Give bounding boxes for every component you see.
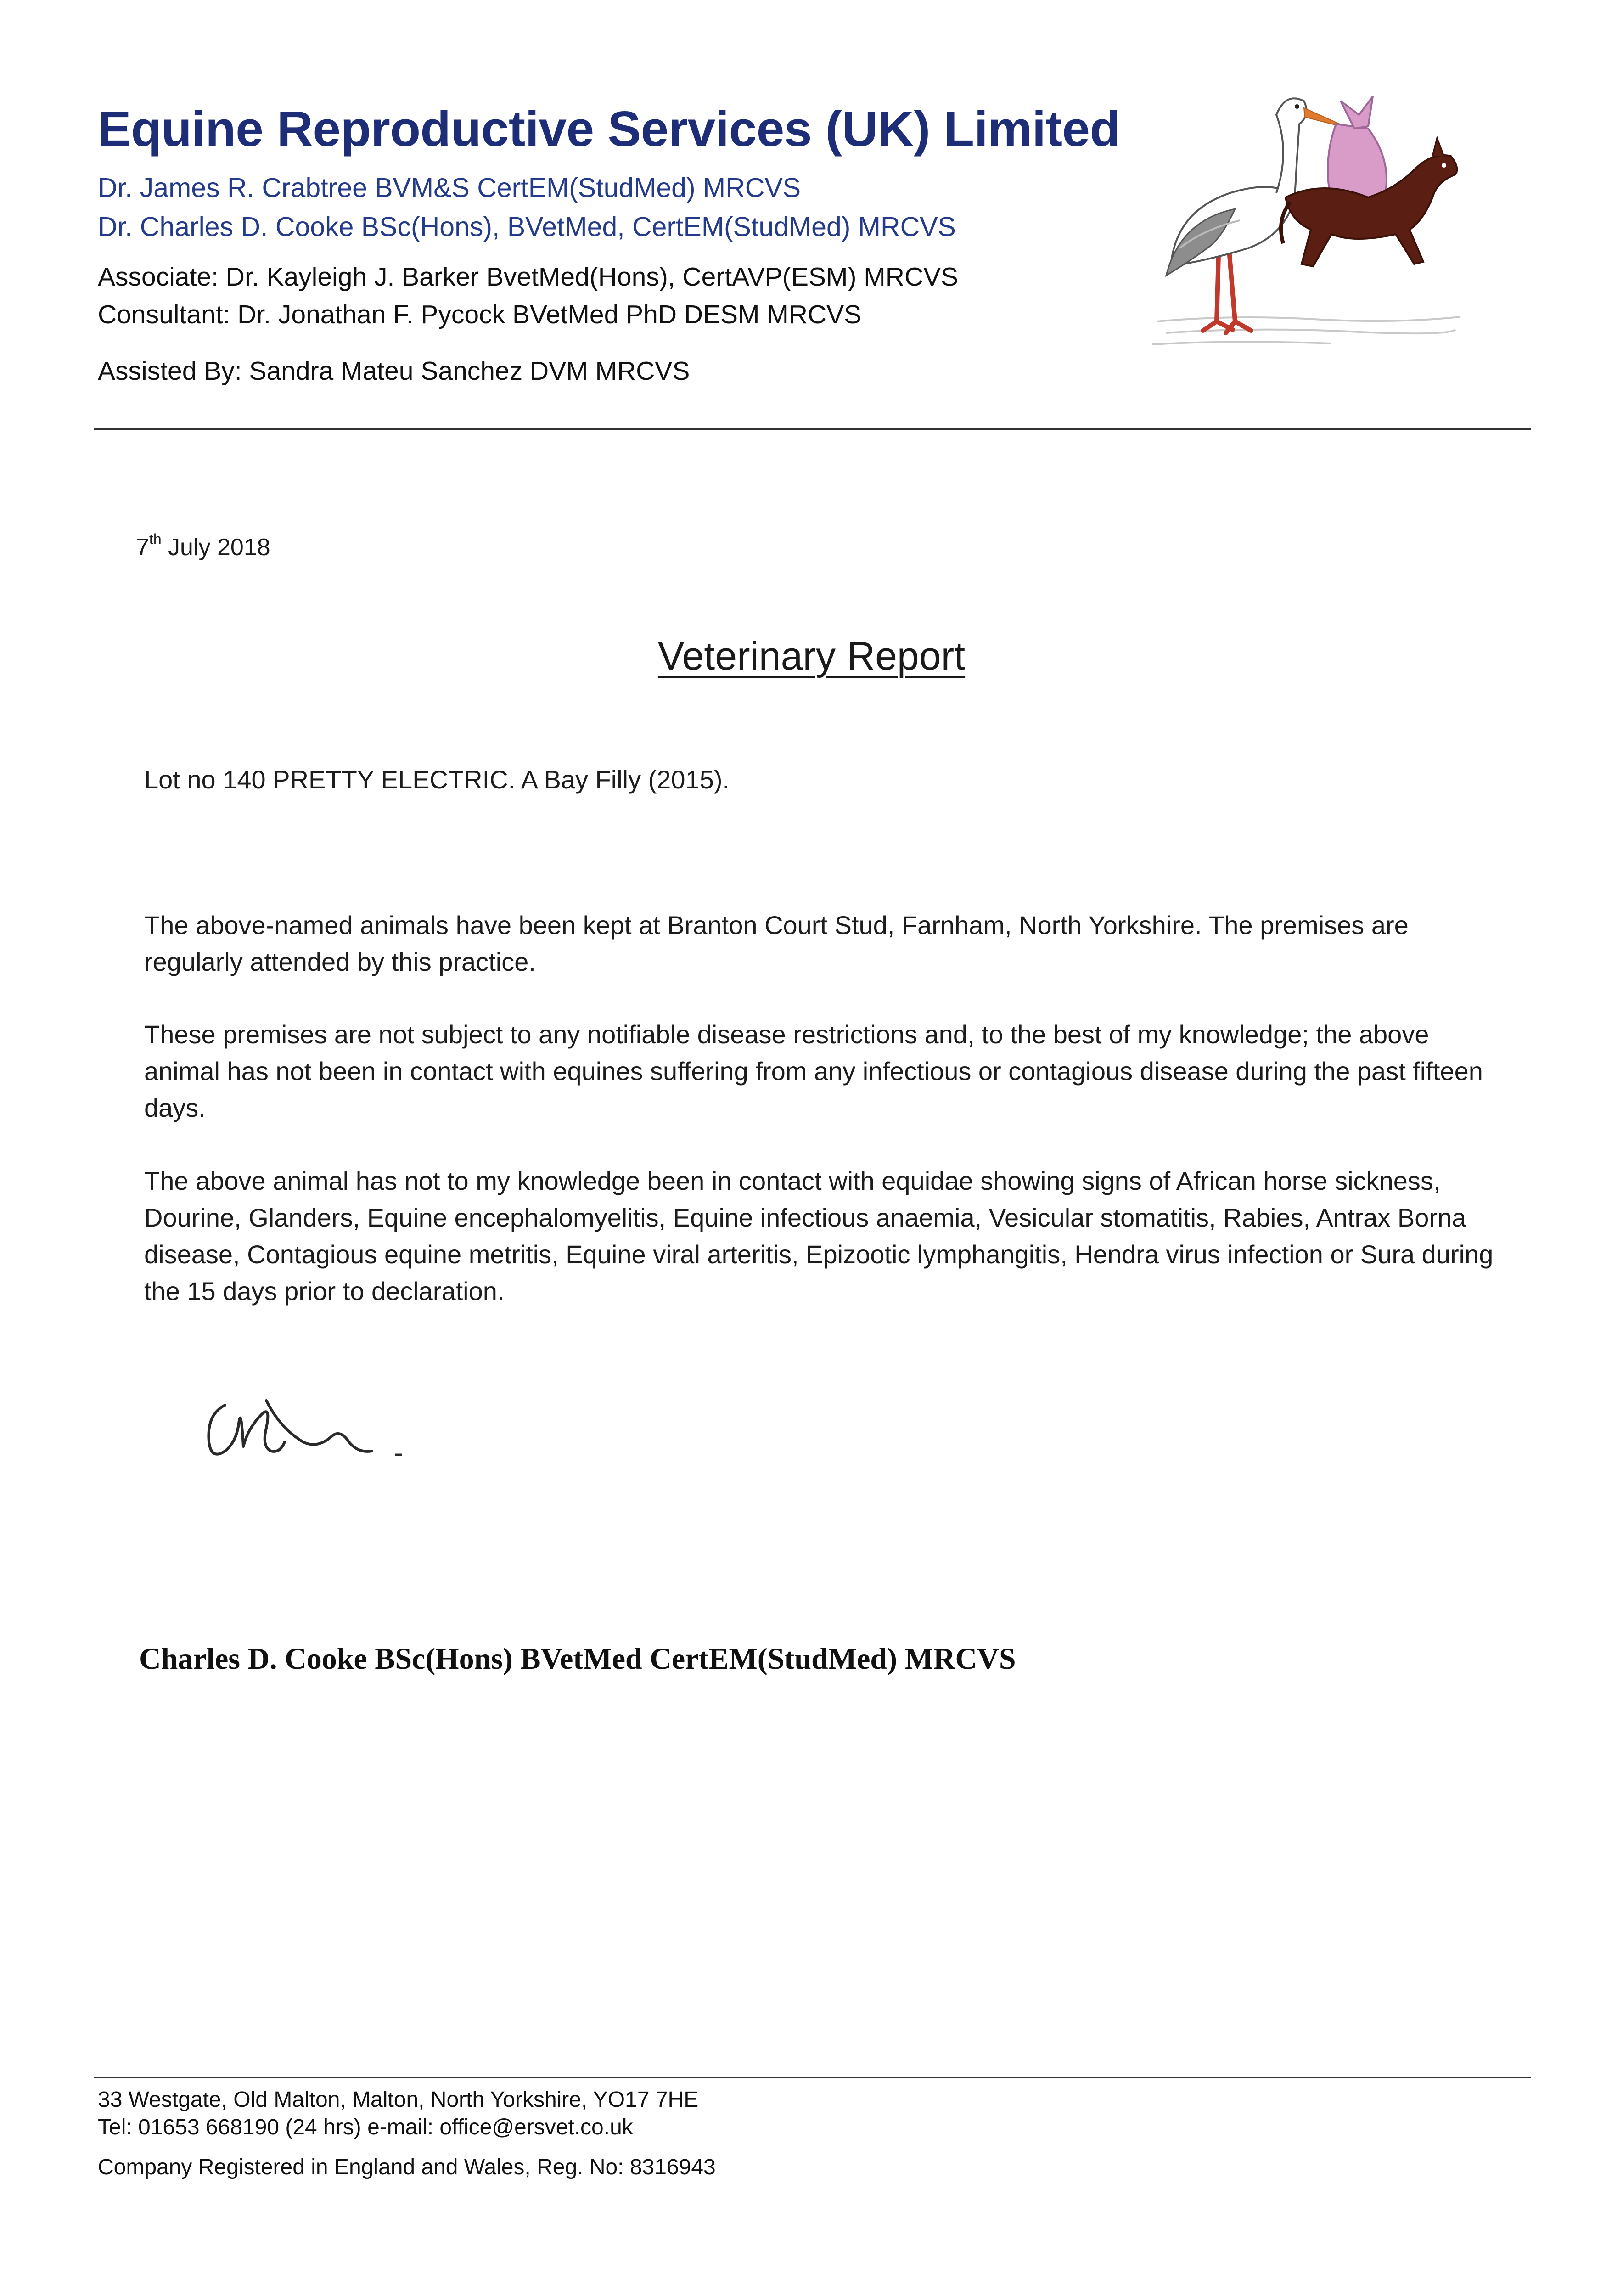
principal-cooke: Dr. Charles D. Cooke BSc(Hons), BVetMed, CertEM(StudMed) MRCVS [98,212,956,242]
handwritten-signature [197,1373,413,1474]
letter-date: 7th July 2018 [136,531,270,561]
signatory-name: Charles D. Cooke BSc(Hons) BVetMed CertEM(StudMed) MRCVS [139,1642,1016,1676]
body-paragraph-restrictions: These premises are not subject to any notifiable disease restrictions and, to the best of my knowledge; the above animal has not been in contact with equines suffering from any infectious or contagious disease during the past fifteen days. [144,1020,1483,1122]
footer-address: 33 Westgate, Old Malton, Malton, North Yorkshire, YO17 7HE [98,2088,699,2112]
footer-contact: Tel: 01653 668190 (24 hrs) e-mail: office@ersvet.co.uk [98,2115,633,2139]
consultant-line: Consultant: Dr. Jonathan F. Pycock BVetMed PhD DESM MRCVS [98,300,862,329]
footer-registration: Company Registered in England and Wales, Reg. No: 8316943 [98,2155,716,2179]
associate-line: Associate: Dr. Kayleigh J. Barker BvetMed(Hons), CertAVP(ESM) MRCVS [98,262,959,292]
principal-crabtree: Dr. James R. Crabtree BVM&S CertEM(StudMed) MRCVS [98,173,801,203]
body-paragraph-diseases: The above animal has not to my knowledge been in contact with equidae showing signs of African horse sickness, Dourine, Glanders, Equine encephalomyelitis, Equine infectious anaemia, Vesicular stomatitis, Rabies, Antrax Borna disease, Contagious equine metritis, Equine viral arteritis, Epizootic lymphangitis, Hendra virus infection or Sura during the 15 days prior to declaration. [144,1166,1494,1306]
assisted-by-line: Assisted By: Sandra Mateu Sanchez DVM MRCVS [98,356,690,386]
stork-carrying-horse-logo [1139,83,1488,367]
company-name: Equine Reproductive Services (UK) Limited [98,101,1120,157]
body-paragraph-premises: The above-named animals have been kept at Branton Court Stud, Farnham, North Yorkshire. The premises are regularly attended by this practice. [144,911,1409,976]
header-divider [94,428,1531,430]
footer-divider [94,2077,1531,2078]
lot-line: Lot no 140 PRETTY ELECTRIC. A Bay Filly (2015). [144,765,730,794]
report-title: Veterinary Report [657,634,966,678]
